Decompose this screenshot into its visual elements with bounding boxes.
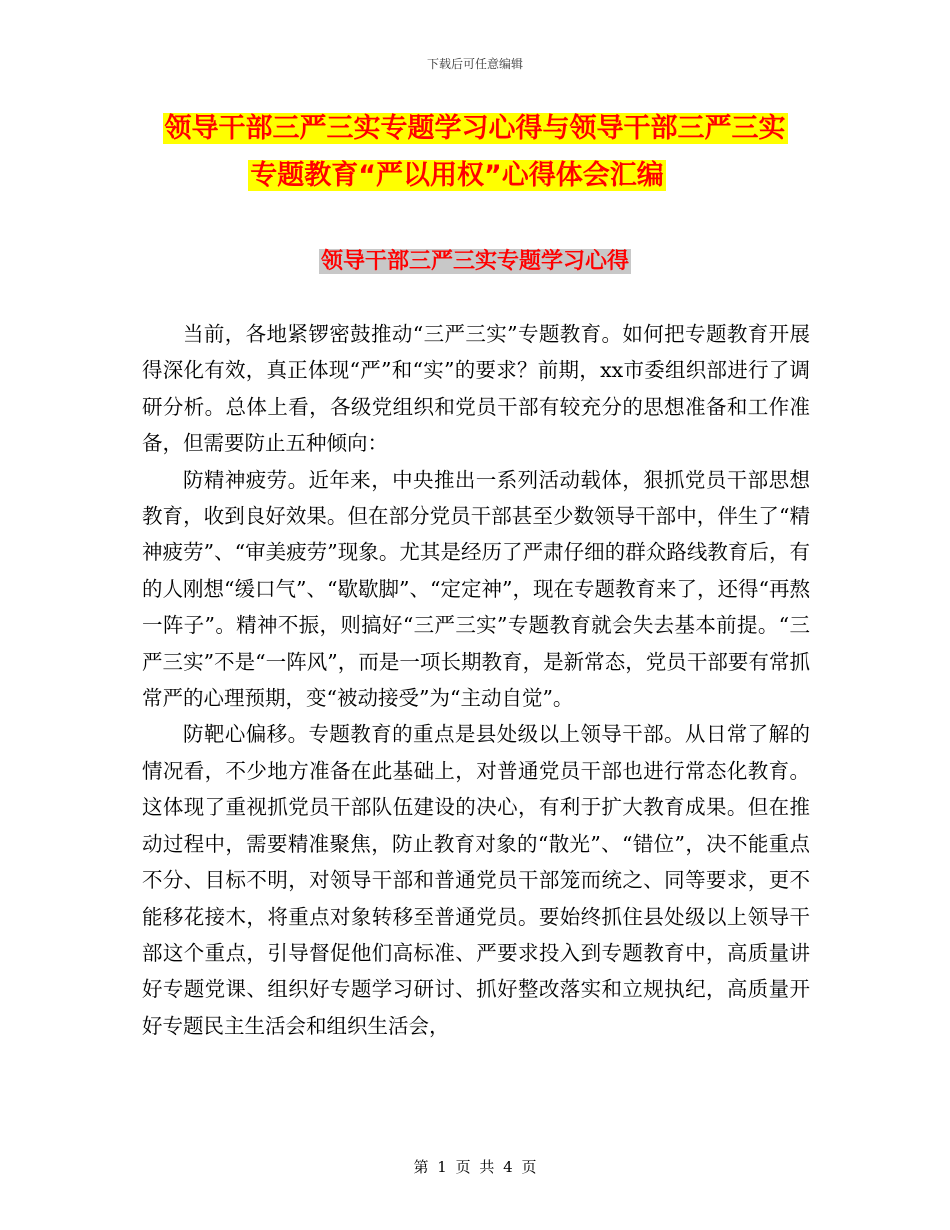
paragraph-target-shift: 防靶心偏移。专题教育的重点是县处级以上领导干部。从日常了解的情况看，不少地方准备在此基础上，对普通党员干部也进行常态化教育。这体现了重视抓党员干部队伍建设的决心，有利于扩大教育成果。但在推动过程中，需要精准聚焦，防止教育对象的“散光”、“错位”，决不能重点不分、目标不明，对领导干部和普通党员干部笼而统之、同等要求，更不能移花接木，将重点对象转移至普通党员。要始终抓住县处级以上领导干部这个重点，引导督促他们高标准、严要求投入到专题教育中，高质量讲好专题党课、组织好专题学习研讨、抓好整改落实和立规执纪，高质量开好专题民主生活会和组织生活会， — [142, 722, 810, 1038]
document-title-line-1 — [0, 110, 950, 148]
section-title-text: 领导干部三严三实专题学习心得 — [320, 249, 629, 274]
document-body — [142, 316, 810, 1044]
section-title — [0, 245, 950, 279]
document-title-line-2 — [0, 157, 932, 195]
page-number-footer: 第 1 页 共 4 页 — [413, 1158, 537, 1176]
paragraph-intro: 当前，各地紧锣密鼓推动“三严三实”专题教育。如何把专题教育开展得深化有效，真正体现“严”和“实”的要求？前期，xx市委组织部进行了调研分析。总体上看，各级党组织和党员干部有较充分的思想准备和工作准备，但需要防止五种倾向： — [142, 322, 810, 456]
document-title-line-2-text: 专题教育“严以用权”心得体会汇编 — [250, 160, 664, 191]
page-header-note: 下载后可任意编辑 — [426, 57, 523, 71]
document-title-line-1-text: 领导干部三严三实专题学习心得与领导干部三严三实 — [164, 113, 786, 144]
paragraph-fatigue: 防精神疲劳。近年来，中央推出一系列活动载体，狠抓党员干部思想教育，收到良好效果。但在部分党员干部甚至少数领导干部中，伴生了“精神疲劳”、“审美疲劳”现象。尤其是经历了严肃仔细的群众路线教育后，有的人刚想“缓口气”、“歇歇脚”、“定定神”，现在专题教育来了，还得“再熬一阵子”。精神不振，则搞好“三严三实”专题教育就会失去基本前提。“三严三实”不是“一阵风”，而是一项长期教育，是新常态，党员干部要有常抓常严的心理预期，变“被动接受”为“主动自觉”。 — [142, 467, 810, 711]
